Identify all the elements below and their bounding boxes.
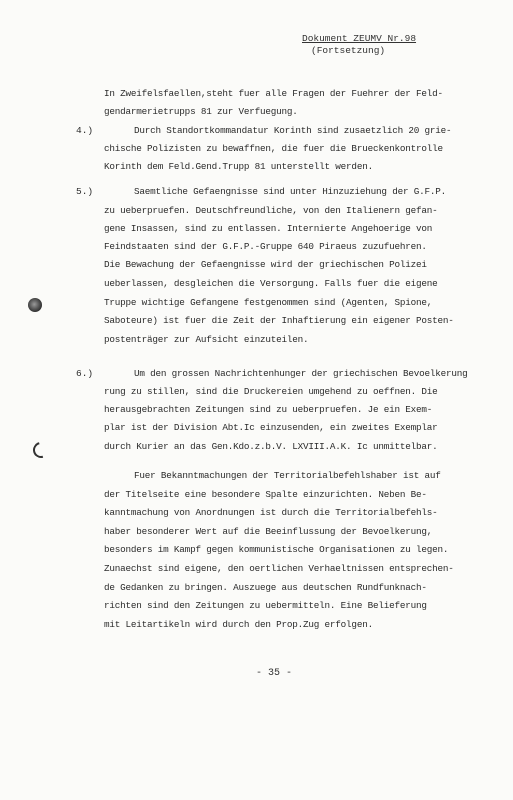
paragraph-line: Korinth dem Feld.Gend.Trupp 81 unterstellt werden. [104,161,373,172]
paragraph-line: haber besonderer Wert auf die Beeinflussung der Bevoelkerung, [104,526,433,537]
paragraph-line: besonders im Kampf gegen kommunistische Organisationen zu legen. [104,544,449,555]
paragraph-line: gendarmerietrupps 81 zur Verfuegung. [104,106,298,117]
paragraph-line: Truppe wichtige Gefangene festgenommen sind (Agenten, Spione, [104,297,433,308]
paragraph-line: Fuer Bekanntmachungen der Territorialbefehlshaber ist auf [134,470,441,481]
paragraph-line: plar ist der Division Abt.Ic einzusenden, ein zweites Exemplar [104,422,438,433]
paragraph-line: In Zweifelsfaellen,steht fuer alle Fragen der Fuehrer der Feld- [104,88,443,99]
item-number: 5.) [76,186,94,197]
paragraph-line: herausgebrachten Zeitungen sind zu ueberpruefen. Je ein Exem- [104,404,433,415]
document-header [302,33,416,57]
paragraph-line: rung zu stillen, sind die Druckereien umgehend zu oeffnen. Die [104,386,438,397]
paragraph-line: durch Kurier an das Gen.Kdo.z.b.V. LXVIII.A.K. Ic unmittelbar. [104,441,438,452]
paragraph-line: Durch Standortkommandatur Korinth sind zusaetzlich 20 grie- [134,125,452,136]
paragraph-line: de Gedanken zu bringen. Auszuege aus deutschen Rundfunknach- [104,582,427,593]
document-reference: Dokument ZEUMV Nr.98 [302,33,417,44]
paragraph-line: zu ueberpruefen. Deutschfreundliche, von den Italienern gefan- [104,205,438,216]
punch-hole-icon [28,298,42,312]
paragraph-line: Die Bewachung der Gefaengnisse wird der griechischen Polizei [104,259,427,270]
paragraph-line: der Titelseite eine besondere Spalte einzurichten. Neben Be- [104,489,427,500]
paragraph-line: chische Polizisten zu bewaffnen, die fuer die Brueckenkontrolle [104,143,443,154]
paragraph-line: ueberlassen, desgleichen die Versorgung. Falls fuer die eigene [104,278,438,289]
item-number: 6.) [76,368,94,379]
punch-hole-mark-icon [30,439,52,461]
paragraph-line: Saboteure) ist fuer die Zeit der Inhaftierung ein eigener Posten- [104,315,454,326]
paragraph-line: kanntmachung von Anordnungen ist durch die Territorialbefehls- [104,507,438,518]
item-number: 4.) [76,125,94,136]
paragraph-line: gene Insassen, sind zu entlassen. Internierte Angehoerige von [104,223,433,234]
continuation-label: (Fortsetzung) [311,45,386,56]
paragraph-line: Feindstaaten sind der G.F.P.-Gruppe 640 Piraeus zuzufuehren. [104,241,427,252]
page-number: - 35 - [256,668,293,679]
paragraph-line: postenträger zur Aufsicht einzuteilen. [104,334,309,345]
paragraph-line: mit Leitartikeln wird durch den Prop.Zug erfolgen. [104,619,373,630]
paragraph-line: Um den grossen Nachrichtenhunger der griechischen Bevoelkerung [134,368,468,379]
paragraph-line: Saemtliche Gefaengnisse sind unter Hinzuziehung der G.F.P. [134,186,446,197]
paragraph-line: richten sind den Zeitungen zu uebermitteln. Eine Belieferung [104,600,427,611]
paragraph-line: Zunaechst sind eigene, den oertlichen Verhaeltnissen entsprechen- [104,563,454,574]
